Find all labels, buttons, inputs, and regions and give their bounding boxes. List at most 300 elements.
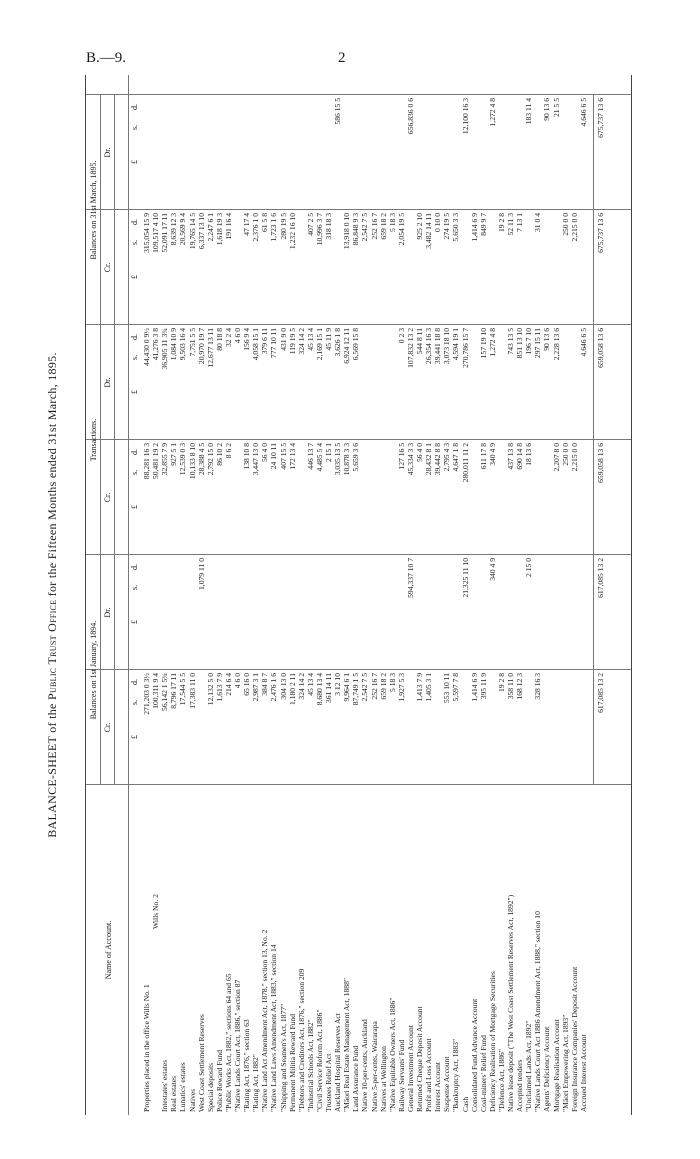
unit-label: d. — [130, 334, 139, 340]
amount-cell: 109,517 4 10 — [151, 213, 161, 253]
table-row — [224, 75, 233, 1115]
amount-cell: 80 18 8 — [214, 328, 224, 351]
account-name: "Civil Service Reform Act, 1886" — [314, 1009, 324, 1112]
amount-cell: 127 16 5 — [396, 443, 406, 470]
amount-cell: 2 15 1 — [324, 443, 333, 462]
unit-label: s. — [130, 354, 139, 360]
amount-cell: 2,169 15 1 — [314, 328, 324, 361]
amount-cell: 340 4 9 — [487, 558, 497, 581]
amount-cell: 7,751 5 5 — [187, 328, 197, 357]
amount-cell: 31 0 4 — [533, 213, 543, 232]
amount-cell: 544 8 11 — [415, 328, 424, 355]
table-row — [142, 75, 151, 1115]
amount-cell: 315,054 15 9 — [142, 213, 151, 253]
account-name: "Māori Empowering Act, 1893" — [560, 1014, 570, 1112]
title-prefix: BALANCE-SHEET of the — [45, 700, 59, 838]
table-row — [406, 75, 415, 1115]
table-row — [451, 75, 460, 1115]
amount-cell: 3,447 13 0 — [251, 443, 261, 476]
account-name: Coal-miners' Relief Fund — [478, 1035, 488, 1112]
account-name: Police Reward Fund — [214, 1049, 224, 1112]
unit-label: d. — [130, 449, 139, 455]
amount-cell: 28,432 8 1 — [424, 443, 434, 476]
unit-label: s. — [130, 699, 139, 705]
account-name: Accrued Interest Account — [578, 1034, 588, 1112]
table-row — [297, 75, 306, 1115]
amount-cell: 1,079 11 0 — [196, 558, 206, 590]
amount-cell: 17,544 5 5 — [178, 673, 188, 706]
total-cell: 675,737 13 6 — [595, 98, 605, 138]
unit-label: d. — [130, 564, 139, 570]
unit-label: d. — [130, 679, 139, 685]
account-name: Lunatics' estates — [178, 1062, 188, 1112]
amount-cell: 2,215 0 0 — [569, 213, 579, 242]
amount-cell: 90 13 6 — [542, 328, 552, 351]
amount-cell: 20,970 19 7 — [196, 328, 206, 365]
amount-cell: 12,100 16 3 — [460, 98, 470, 135]
amount-cell: 407 2 5 — [305, 213, 315, 236]
balance-sheet — [45, 75, 630, 1115]
amount-cell: 1,927 5 3 — [396, 673, 406, 702]
amount-cell: 1,232 16 10 — [287, 213, 297, 250]
amount-cell: 927 5 1 — [169, 443, 179, 466]
total-cell: 617,085 13 2 — [595, 673, 605, 713]
amount-cell: 2,054 19 5 — [396, 213, 406, 246]
amount-cell: 4,058 15 1 — [251, 328, 261, 361]
amount-cell: 17,383 11 0 — [187, 673, 197, 709]
account-name: Intestates' estates — [160, 1059, 170, 1112]
amount-cell: 2,987 3 1 — [251, 673, 261, 702]
table-row — [160, 75, 169, 1115]
table-row — [215, 75, 224, 1115]
amount-cell: 4,485 5 4 — [314, 443, 324, 472]
amount-cell: 2,795 4 3 — [442, 443, 452, 472]
title-office: Public Trust Office — [45, 599, 59, 701]
amount-cell: 437 13 8 — [506, 443, 515, 470]
unit-label: s. — [130, 469, 139, 475]
amount-cell: 280,011 11 2 — [460, 443, 470, 483]
amount-cell: 431 9 0 — [278, 328, 288, 351]
amount-cell: 56 4 0 — [260, 443, 270, 462]
account-name: Returned Cheque Deposit Account — [415, 1006, 424, 1112]
amount-cell: 10,996 3 7 — [314, 213, 324, 246]
amount-cell: 2,792 15 0 — [205, 443, 215, 476]
unit-label: d. — [130, 219, 139, 225]
amount-cell: 44,430 0 9½ — [142, 328, 151, 366]
amount-cell: 361 14 11 — [324, 673, 333, 704]
account-name: Wills No. 2 — [151, 894, 161, 929]
amount-cell: 379 6 11 — [260, 328, 270, 355]
amount-cell: 324 14 2 — [296, 673, 306, 700]
account-name: "Industrial Schools Act, 1882" — [305, 1019, 315, 1112]
amount-cell: 659 18 2 — [378, 673, 388, 700]
amount-cell: 4,646 6 5 — [578, 328, 588, 357]
table-row — [251, 75, 260, 1115]
amount-cell: 1,613 7 9 — [214, 673, 224, 702]
amount-cell: 9,503 16 4 — [178, 328, 188, 361]
amount-cell: 280 19 5 — [278, 213, 288, 240]
col-header-transactions: Transactions. — [89, 418, 98, 462]
table-row — [579, 75, 588, 1115]
account-name: Permanent Militia Reward Fund — [287, 1013, 297, 1112]
table-row — [288, 75, 297, 1115]
amount-cell: 0 10 0 — [433, 213, 443, 232]
amount-cell: 168 12 3 — [515, 673, 525, 700]
amount-cell: 18 13 6 — [524, 443, 534, 466]
amount-cell: 250 0 0 — [560, 443, 570, 466]
account-name: "Native Lands Court Act, 1886," section 87 — [233, 979, 242, 1112]
amount-cell: 274 19 5 — [442, 213, 452, 240]
table-row — [306, 75, 315, 1115]
amount-cell: 191 16 4 — [223, 213, 233, 240]
table-row — [561, 75, 570, 1115]
amount-cell: 4 6 0 — [233, 673, 242, 689]
amount-cell: 297 15 11 — [533, 328, 543, 359]
amount-cell: 52,091 17 11 — [160, 213, 170, 253]
amount-cell: 86,848 9 3 — [351, 213, 361, 246]
amount-cell: 1,084 10 9 — [169, 328, 179, 361]
table-row — [360, 75, 369, 1115]
amount-cell: 196 7 10 — [524, 328, 534, 355]
amount-cell: 12,539 0 3 — [178, 443, 188, 476]
amount-cell: 586 15 5 — [333, 98, 343, 125]
amount-cell: 39,442 8 8 — [433, 443, 443, 476]
amount-cell: 8,639 12 3 — [169, 213, 179, 246]
amount-cell: 2,376 1 0 — [251, 213, 261, 242]
table-row — [524, 75, 533, 1115]
amount-cell: 100,311 9 4 — [151, 673, 161, 709]
amount-cell: 39,441 18 8 — [433, 328, 443, 365]
account-name: Auckland Hospital Reserves Act — [333, 1013, 343, 1112]
amount-cell: 446 13 7 — [305, 443, 315, 470]
amount-cell: 407 15 5 — [278, 443, 288, 470]
account-name: Foreign Insurance Companies' Deposit Account — [569, 966, 579, 1112]
account-name: West Coast Settlement Reserves — [196, 1014, 206, 1112]
page-number: 2 — [338, 50, 346, 66]
table-row — [351, 75, 360, 1115]
table-row — [461, 75, 470, 1115]
amount-cell: 21 5 5 — [551, 98, 561, 117]
table-row — [233, 75, 242, 1115]
table-row — [397, 75, 406, 1115]
amount-cell: 1,618 19 3 — [214, 213, 224, 246]
amount-cell: 328 16 3 — [533, 673, 543, 700]
account-name: "Rating Act, 1876," section 63 — [242, 1019, 252, 1112]
amount-cell: 849 9 7 — [478, 213, 488, 236]
amount-cell: 358 11 0 — [506, 673, 515, 700]
amount-cell: 656,836 0 6 — [405, 98, 415, 135]
col-cr-transactions: Cr. — [103, 492, 112, 503]
amount-cell: 690 14 8 — [515, 443, 525, 470]
table-row — [379, 75, 388, 1115]
amount-cell: 2,215 0 0 — [569, 443, 579, 472]
table-row — [488, 75, 497, 1115]
table-row — [178, 75, 187, 1115]
amount-cell: 1,414 6 9 — [469, 213, 479, 242]
account-name: Deficiency Realisation of Mortgage Securities — [487, 971, 497, 1112]
unit-label: s. — [130, 584, 139, 590]
amount-cell: 65 16 0 — [242, 673, 252, 696]
amount-cell: 19 2 8 — [496, 673, 506, 692]
amount-cell: 324 14 2 — [296, 328, 306, 355]
account-name: Real estates — [169, 1075, 179, 1112]
amount-cell: 156 9 4 — [242, 328, 252, 351]
totals-row — [596, 75, 606, 1115]
account-name: "Native Lands Court Act 1886 Amendment Act, 1888," section 10 — [533, 911, 543, 1112]
amount-cell: 2,476 1 6 — [269, 673, 279, 702]
col-dr-opening: Dr. — [103, 607, 112, 618]
amount-cell: 8 6 2 — [223, 443, 233, 459]
amount-cell: 3,035 13 5 — [333, 443, 343, 476]
amount-cell: 21,325 11 10 — [460, 558, 470, 598]
amount-cell: 214 6 4 — [223, 673, 233, 696]
account-name: "Debtors and Creditors Act, 1876," section 209 — [296, 968, 306, 1112]
report-code: B.—9. — [86, 50, 127, 66]
table-row — [260, 75, 269, 1115]
amount-cell: 6,924 12 11 — [342, 328, 352, 364]
total-cell: 617,085 13 2 — [595, 558, 605, 598]
account-name: "Māori Real Estate Management Act, 1888" — [342, 978, 352, 1112]
amount-cell: 12,132 5 0 — [205, 673, 215, 706]
table-row — [433, 75, 442, 1115]
amount-cell: 9,964 6 1 — [342, 673, 352, 702]
table-row — [151, 75, 160, 1115]
account-name: Railway Servants' Fund — [396, 1039, 406, 1112]
account-name: Consolidated Fund Advance Account — [469, 998, 479, 1112]
account-name: Mortgage Realisation Account — [551, 1019, 561, 1112]
account-name: Trustees Relief Act — [324, 1053, 333, 1112]
col-dr-closing: Dr. — [103, 147, 112, 158]
amount-cell: 28,388 4 5 — [196, 443, 206, 476]
amount-cell: 1,272 4 8 — [487, 328, 497, 357]
amount-cell: 172 13 4 — [287, 443, 297, 470]
amount-cell: 32,855 7 9 — [160, 443, 170, 476]
amount-cell: 26,354 16 3 — [424, 328, 434, 365]
account-name: Native 10-per-cents, Auckland — [360, 1019, 370, 1112]
account-name: Native 5-per-cents, Wairarapa — [369, 1021, 379, 1112]
amount-cell: 340 4 9 — [487, 443, 497, 466]
amount-cell: 250 0 0 — [560, 213, 570, 236]
account-name: Native lease deposit ("The West Coast Settlement Reserves Act, 1892") — [506, 894, 515, 1112]
table-row — [388, 75, 397, 1115]
unit-label: £ — [130, 505, 139, 509]
amount-cell: 1,414 6 9 — [469, 673, 479, 702]
table-row — [497, 75, 506, 1115]
amount-cell: 10,133 8 10 — [187, 443, 197, 480]
amount-cell: 90 13 6 — [542, 98, 552, 121]
amount-cell: 252 16 7 — [369, 213, 379, 240]
amount-cell: 304 13 0 — [278, 673, 288, 700]
table-row — [324, 75, 333, 1115]
amount-cell: 3,626 1 8 — [333, 328, 343, 357]
table-row — [333, 75, 342, 1115]
table-row — [188, 75, 197, 1115]
table-row — [269, 75, 278, 1115]
account-name: Accepted tenders — [515, 1059, 525, 1112]
account-name: Land Assurance Fund — [351, 1045, 361, 1112]
table-row — [424, 75, 433, 1115]
amount-cell: 7 13 1 — [515, 213, 525, 232]
table-row — [315, 75, 324, 1115]
amount-cell: 270,786 15 7 — [460, 328, 470, 368]
amount-cell: 318 18 3 — [324, 213, 333, 240]
amount-cell: 5,597 7 8 — [451, 673, 461, 702]
amount-cell: 86 10 2 — [214, 443, 224, 466]
account-name: "Native Equitable Owners Act, 1886" — [387, 997, 397, 1112]
account-name: Cash — [460, 1096, 470, 1112]
amount-cell: 1,405 3 1 — [424, 673, 434, 702]
amount-cell: 252 16 7 — [369, 673, 379, 700]
sheet-title — [45, 75, 67, 1115]
amount-cell: 19 2 8 — [496, 213, 506, 232]
col-cr-closing: Cr. — [103, 262, 112, 273]
amount-cell: 36,905 11 3¾ — [160, 328, 170, 370]
amount-cell: 2,228 13 6 — [551, 328, 561, 361]
total-cell: 675,737 13 6 — [595, 213, 605, 253]
col-header-opening: Balances on 1st January, 1894. — [89, 620, 98, 720]
table-row — [470, 75, 479, 1115]
account-name: "Bankruptcy Act, 1883" — [451, 1038, 461, 1112]
amount-cell: 2,207 8 0 — [551, 443, 561, 472]
amount-cell: 50,481 19 2 — [151, 443, 161, 480]
amount-cell: 119 19 5 — [287, 328, 297, 355]
account-name: Properties placed in the office Wills No. 1 — [142, 984, 151, 1112]
amount-cell: 3 12 10 — [333, 673, 343, 696]
col-cr-opening: Cr. — [103, 722, 112, 733]
unit-label: s. — [130, 239, 139, 245]
col-header-name: Name of Account. — [104, 920, 113, 980]
account-name: Natives at Wellington — [378, 1046, 388, 1112]
amount-cell: 87,749 1 5 — [351, 673, 361, 706]
amount-cell: 4 6 0 — [233, 328, 242, 344]
table-row — [552, 75, 561, 1115]
amount-cell: 52 11 3 — [506, 213, 515, 236]
amount-cell: 4,647 1 8 — [451, 443, 461, 472]
amount-cell: 611 17 8 — [478, 443, 488, 470]
account-name: "Public Works Act, 1882," sections 64 and 65 — [223, 973, 233, 1112]
unit-label: s. — [130, 124, 139, 130]
col-header-closing: Balances on 31st March, 1895. — [89, 160, 98, 260]
account-name: "Native Land Laws Amendment Act, 1883," section 14 — [269, 944, 279, 1112]
amount-cell: 138 10 8 — [242, 443, 252, 470]
amount-cell: 56,142 1 5¾ — [160, 673, 170, 711]
table-row — [506, 75, 515, 1115]
amount-cell: 6,337 13 10 — [196, 213, 206, 250]
amount-cell: 5 18 3 — [387, 213, 397, 232]
amount-cell: 1,272 4 8 — [487, 98, 497, 127]
account-name: "Rating Act, 1882" — [251, 1054, 261, 1112]
amount-cell: 3,073 18 10 — [442, 328, 452, 365]
amount-cell: 24 10 11 — [269, 443, 279, 470]
amount-cell: 659 18 2 — [378, 213, 388, 240]
account-name: "Unclaimed Lands Act, 1892" — [524, 1020, 534, 1112]
account-name: Agents' Deficiency Account — [542, 1026, 552, 1112]
table-row — [279, 75, 288, 1115]
amount-cell: 851 13 10 — [515, 328, 525, 359]
table-row — [169, 75, 178, 1115]
amount-cell: 6,569 15 8 — [351, 328, 361, 361]
table-row — [206, 75, 215, 1115]
amount-cell: 45 13 4 — [305, 328, 315, 351]
unit-label: d. — [130, 104, 139, 110]
amount-cell: 41,276 3 8 — [151, 328, 161, 361]
table-row — [342, 75, 351, 1115]
account-name: General Investment Account — [405, 1025, 415, 1112]
amount-cell: 45 11 9 — [324, 328, 333, 351]
amount-cell: 10,878 3 3 — [342, 443, 352, 476]
unit-label: £ — [130, 275, 139, 279]
amount-cell: 271,203 0 3½ — [142, 673, 151, 715]
amount-cell: 20,569 9 4 — [178, 213, 188, 246]
amount-cell: 5,650 3 3 — [451, 213, 461, 242]
table-row — [442, 75, 451, 1115]
amount-cell: 157 19 10 — [478, 328, 488, 359]
amount-cell: 1,723 1 6 — [269, 213, 279, 242]
amount-cell: 5,659 3 6 — [351, 443, 361, 472]
amount-cell: 88,281 16 3 — [142, 443, 151, 480]
account-name: Interest Account — [433, 1062, 443, 1112]
amount-cell: 47 17 4 — [242, 213, 252, 236]
amount-cell: 107,832 13 2 — [405, 328, 415, 368]
amount-cell: 2,542 7 5 — [360, 673, 370, 702]
table-row — [515, 75, 524, 1115]
table-row — [370, 75, 379, 1115]
table-row — [570, 75, 579, 1115]
amount-cell: 45 13 4 — [305, 673, 315, 696]
unit-label: £ — [130, 735, 139, 739]
total-cell: 659,058 13 6 — [595, 443, 605, 483]
amount-cell: 2,247 6 1 — [205, 213, 215, 242]
amount-cell: 45,334 3 3 — [405, 443, 415, 476]
amount-cell: 395 11 9 — [478, 673, 488, 700]
account-name: Special deposits — [205, 1062, 215, 1112]
amount-cell: 3,482 14 11 — [424, 213, 434, 249]
amount-cell: 2 15 0 — [524, 558, 534, 577]
amount-cell: 5 18 3 — [387, 673, 397, 692]
col-dr-transactions: Dr. — [103, 377, 112, 388]
account-name: "Shipping and Seamen's Act, 1877" — [278, 1003, 288, 1112]
unit-label: £ — [130, 390, 139, 394]
account-name: "Native Land Act Amendment Act, 1878," section 13, No. 2 — [260, 929, 270, 1112]
amount-cell: 743 13 5 — [506, 328, 515, 355]
amount-cell: 1,180 2 11 — [287, 673, 297, 705]
amount-cell: 553 10 11 — [442, 673, 452, 704]
amount-cell: 925 2 10 — [415, 213, 424, 240]
amount-cell: 61 5 8 — [260, 213, 270, 232]
unit-label: £ — [130, 160, 139, 164]
amount-cell: 0 2 3 — [396, 328, 406, 344]
table-row — [242, 75, 251, 1115]
amount-cell: 19,765 14 5 — [187, 213, 197, 250]
amount-cell: 4,646 6 5 — [578, 98, 588, 127]
table-row — [197, 75, 206, 1115]
account-name: Natives — [187, 1088, 197, 1112]
amount-cell: 2,542 7 5 — [360, 213, 370, 242]
amount-cell: 12,677 13 11 — [205, 328, 215, 368]
table-row — [479, 75, 488, 1115]
amount-cell: 8,796 17 11 — [169, 673, 179, 709]
amount-cell: 32 2 4 — [223, 328, 233, 347]
amount-cell: 56 4 0 — [415, 443, 424, 462]
total-cell: 659,058 13 6 — [595, 328, 605, 368]
title-suffix: for the Fifteen Months ended 31st March, 1895. — [45, 352, 59, 600]
table-row — [542, 75, 551, 1115]
unit-label: £ — [130, 620, 139, 624]
amount-cell: 594,337 10 7 — [405, 558, 415, 598]
account-name: "Defence Act, 1886" — [496, 1049, 506, 1112]
balance-table — [85, 75, 632, 1115]
amount-cell: 777 10 11 — [269, 328, 279, 359]
